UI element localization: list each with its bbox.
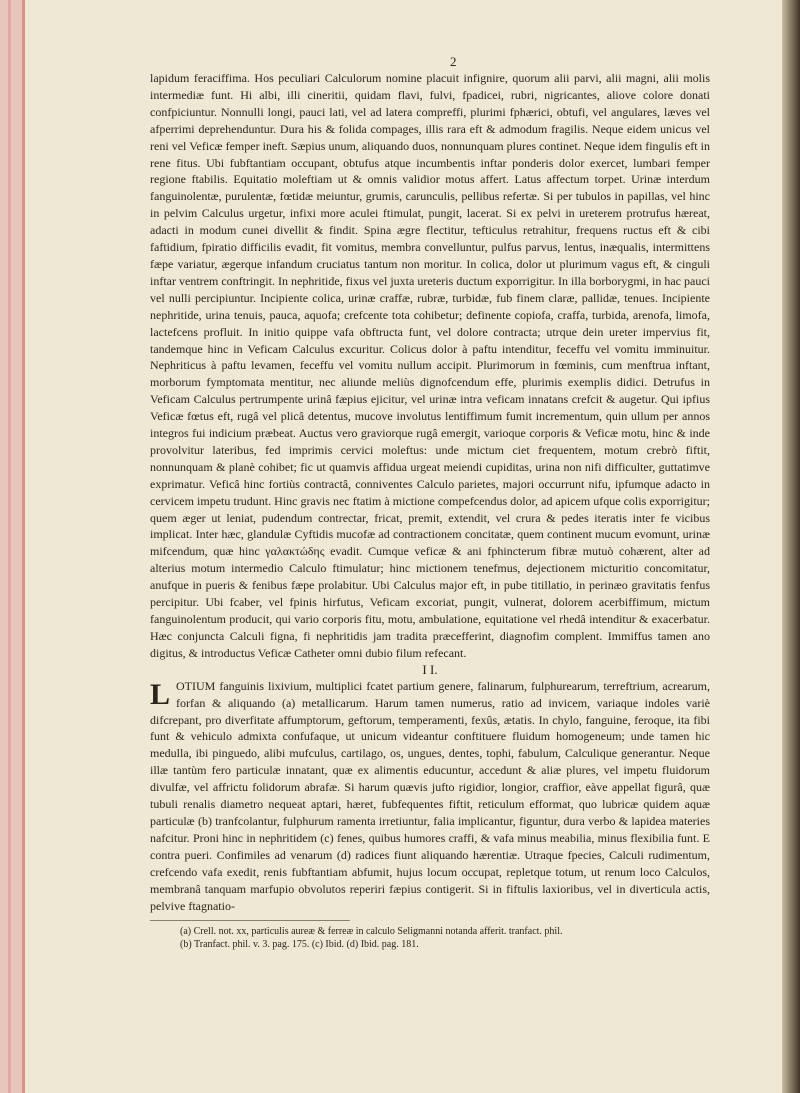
footnote-a: (a) Crell. not. xx, particulis aureæ & ferreæ in calculo Seligmanni notanda afferit. tranfact. phil. <box>180 926 563 938</box>
paragraph-calculus-symptoms: lapidum feraciffima. Hos peculiari Calculorum nomine placuit infignire, quorum alii parvi, alii magni, alii molis intermediæ funt. Hi albi, illi cineritii, quidam flavi, fulvi, fpadicei, rubri, nigricantes, aliove colore donati confpiciuntur. Nonnulli longi, pauci lati, vel ad latera compreffi, plurimi fphærici, obtufi, vel angulares, læves vel afperrimi deprehenduntur. Dura his & folida compages, illis rara eft & admodum fragilis. Neque eidem unicus vel reni vel Veficæ femper ineft. Sæpius unum, aliquando duos, nonnunquam plures continet. Neque idem fingulis eft in rene fitus. Ubi fubftantiam occupant, obtufus atque incumbentis inftar ponderis dolor exercet, lumbari femper regione ftabilis. Equitatio moleftiam ut & omnis validior motus affert. Latus affectum torpet. Urinæ interdum fanguinolentæ, purulentæ, fœtidæ meiuntur, grumis, carunculis, pellibus refertæ. Si per tubulos in papillas, vel hinc in pelvim Calculus urgetur, infixi more aculei ftimulat, pungit, lacerat. Si ex pelvi in ureterem protrufus hæreat, adacti in modum cunei divellit & findit. Spina ægre flectitur, tefticulus retrahitur, frequens ructus eft & cibi faftidium, fpiratio difficilis evadit, fit vomitus, membra convelluntur, pulfus parvus, lentus, inæqualis, intermittens fæpe variatur, ægerque infandum cruciatus tantum non moritur. In colica, dolor ut plurimum vagus eft, & cinguli inftar ventrem conftringit. In nephritide, fixus vel juxta ureteris ductum exporrigitur. In illa borborygmi, in hac pauci vel nulli percipiuntur. Incipiente colica, urinæ craffæ, rubræ, turbidæ, fub finem claræ, pallidæ, tenues. Incipiente nephritide, urina tenuis, pauca, aquofa; crefcente tota cohibetur; definente copiofa, craffa, turbida, arenofa, limofa, lactefcens profluit. In initio quippe vafa obftructa funt, vel dolore contracta; utrque dein ureter impervius fit, tandemque hinc in Veficam Calculus excuritur. Colicus dolor à paftu intenditur, feceffu vel vomitu imminuitur. Nephriticus à paftu levamen, feceffu vel vomitu nullum accipit. Plurimorum in fœminis, cum menftrua inftant, morborum fymptomata mentitur, nec aliunde meliùs dignofcendum effe, plurimis exemplis didici. Detrufus in Veficam Calculus pertrumpente urinâ fæpius ejicitur, vel urinæ intra veficam innatans crefcit & augetur. Qui ipfius Veficæ fœtus eft, rugâ vel plicâ detentus, mucove involutus lentiffimum fumit incrementum, quin ullum per annos integros fui indicium præbeat. Auctus vero graviorque rugâ emergit, varioque corporis & Veficæ motu, hinc & inde provolvitur lateribus, fed imprimis cervici moleftus: unde mictum ciet frequentem, motum crebrò fiftit, nonnunquam & planè cohibet; fic ut quamvis affidua urgeat meiendi cupiditas, urina non nifi difficulter, guttatimve exprimatur. Veficâ hinc fortiùs contractâ, conniventes Calculo parietes, majori occurrunt nifu, ipfumque adacto in cervicem impetu trudunt. Hinc gravis nec ftatim à mictione compefcendus dolor, ad apicem ufque colis exporrigitur; quem æger ut leniat, pudendum contrectar, fricat, premit, extendit, vel crura & pedes iteratis inter fe vicibus implicat. Inter hæc, glandulæ Cyftidis mucofæ ad contractionem concitatæ, quem continent mucum evomunt, urinæ mifcendum, quæ hinc γαλακτώδης evadit. Cumque veficæ & ani fphincterum fibræ mutuò cohærent, alter ad alterius motum intermedio Calculo ftimulatur; hinc mictionem tenefmus, dejectionem micturitio concomitatur, anufque in pueris & fenibus fæpe prolabitur. Ubi Calculus major eft, in pube titillatio, in perinæo gravitatis fenfus percipitur. Ubi fcaber, vel fpinis hirfutus, Veficam excoriat, pungit, vulnerat, dolorem acerbiffimum, mictum fanguinolentum producit, qui vario corporis fitu, motu, ambulatione, equitatione vel rhedâ intenditur & exacerbatur. Hæc conjuncta Calculi figna, fi nephritidis jam tradita præcefferint, diagnofim complent. Immiffus tamen ano digitus, & introductus Veficæ Catheter omni dubio filum refecant. <box>150 71 710 660</box>
book-gutter <box>782 0 800 1093</box>
paragraph-calculus-origin: OTIUM fanguinis lixivium, multiplici fcatet partium genere, falinarum, fulphurearum, terreftrium, acrearum, forfan & aliquando (a) metallicarum. Harum tamen numerus, ratio ad invicem, variaque indoles variè difcrepant, pro diverfitate affumptorum, geftorum, temperamenti, fexûs, ætatis. In chylo, fanguine, feroque, ita fibi funt & vehiculo admixta confufaque, ut unicum videantur conftituere fluidum homogeneum; unde tamen hic medulla, ibi pinguedo, alibi mufculus, cartilago, os, ungues, dentes, tophi, fabulum, Calculique generantur. Neque illæ tantùm fero particulæ innatant, quæ ex alimentis educuntur, accedunt & aliæ plures, vel impetu fluidorum divulfæ, vel affrictu folidorum abrafæ. Si harum quævis jufto rigidior, longior, craffior, eàve appellat figurâ, quæ tubuli renalis diametro nequeat aptari, hæret, fubfequentes fiftit, reticulum efformat, quo lubricæ quidem aquæ particulæ (b) tranfcolantur, fulphurum ramenta irretiuntur, falia implicantur, figuntur, dura verbo & lapidea materies nafcitur. Proni hinc in nephritidem (c) fenes, quibus humores craffi, & vafa minus meabilia, minus flexibilia funt. E contra pueri. Confimiles ad venarum (d) radices fiunt aliquando hærentiæ. Utraque fpecies, Calculi rudimentum, crefcendo vafa exedit, renis fubftantiam abfumit, hujus locum occupat, repletque totum, ut renum loco Calculos, membranâ tanquam marfupio obvolutos reperiri fæpius contigerit. Si in fiftulis laxioribus, vel in diverticula actis, pelvive ftagnatio- <box>150 678 710 913</box>
footnote-b: (b) Tranfact. phil. v. 3. pag. 175. (c) Ibid. (d) Ibid. pag. 181. <box>180 939 419 951</box>
page-left-edge <box>0 0 25 1093</box>
drop-cap: L <box>150 677 171 711</box>
page-number: 2 <box>450 54 457 69</box>
section-heading: I I. <box>422 661 438 677</box>
page-content <box>150 52 710 951</box>
section-two <box>150 678 710 915</box>
footnote-divider <box>150 920 350 921</box>
